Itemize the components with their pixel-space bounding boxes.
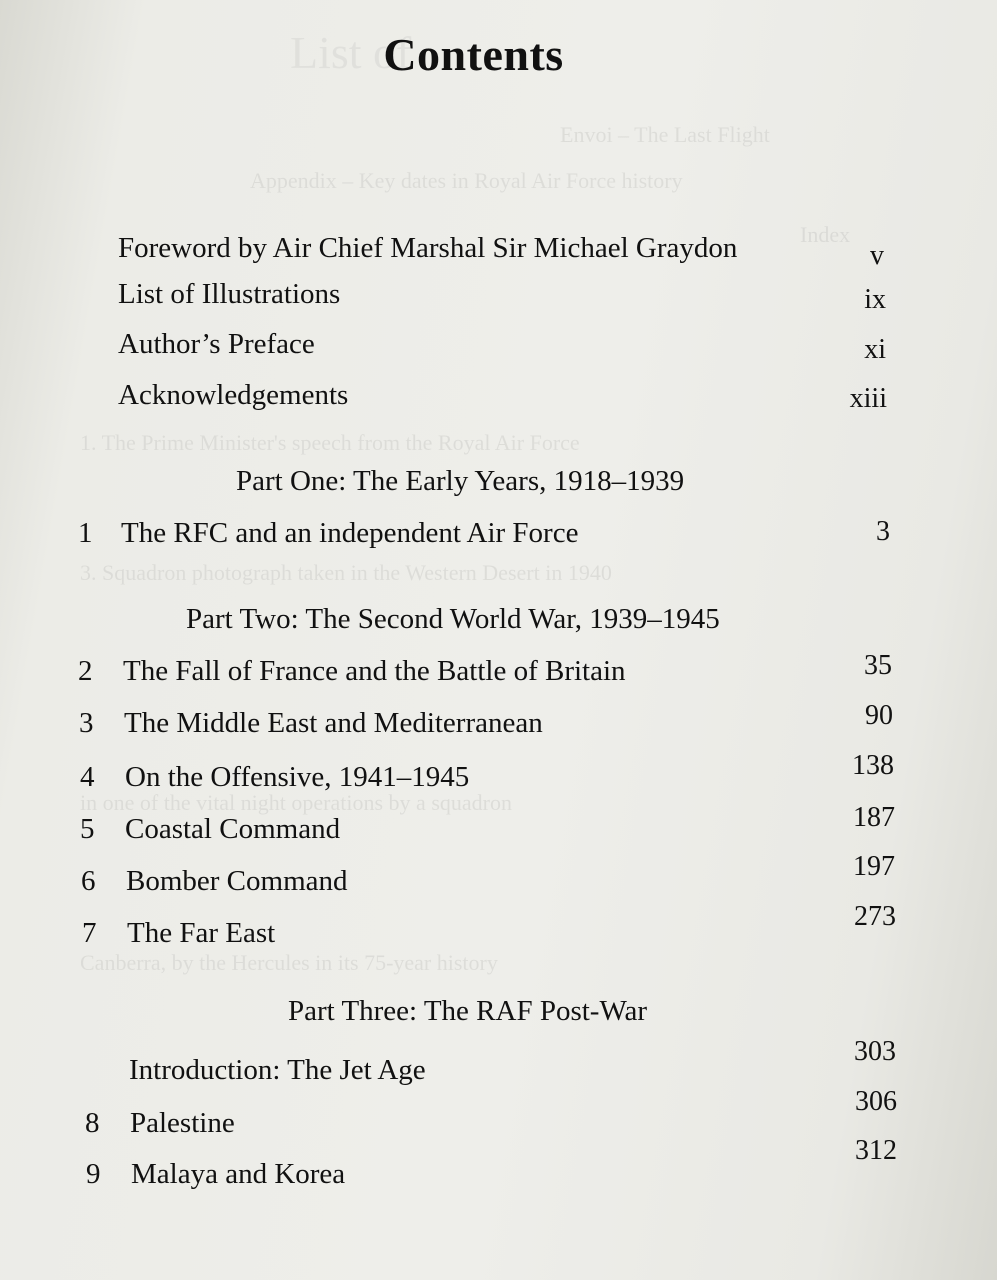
toc-entry-label: Malaya and Korea: [131, 1158, 346, 1190]
toc-entry-label: Foreword by Air Chief Marshal Sir Michael Graydon: [118, 232, 738, 264]
toc-page-number: ix: [864, 284, 886, 315]
chapter-number: 8: [85, 1107, 100, 1139]
toc-entry[interactable]: [78, 517, 798, 557]
toc-entry-label: Palestine: [130, 1107, 235, 1139]
chapter-number: 5: [80, 813, 95, 845]
show-through-text: Appendix – Key dates in Royal Air Force history: [250, 168, 683, 193]
show-through-text: in one of the vital night operations by a squadron: [80, 790, 512, 815]
toc-entry[interactable]: [85, 1107, 805, 1147]
toc-page-number: 35: [864, 650, 892, 681]
toc-entry-label: The Middle East and Mediterranean: [124, 707, 543, 739]
toc-entry-label: Coastal Command: [125, 813, 341, 845]
toc-page-number: 3: [876, 516, 890, 547]
chapter-number: 2: [78, 655, 93, 687]
toc-page-number: xiii: [849, 383, 887, 414]
chapter-number: 4: [80, 761, 95, 793]
part-heading: Part Three: The RAF Post-War: [288, 995, 648, 1027]
show-through-text: Canberra, by the Hercules in its 75-year history: [80, 950, 498, 975]
toc-entry-label: The RFC and an independent Air Force: [121, 517, 579, 549]
toc-entry-label: The Fall of France and the Battle of Britain: [123, 655, 626, 687]
toc-entry[interactable]: [81, 865, 801, 905]
chapter-number: 7: [82, 917, 97, 949]
toc-entry[interactable]: [80, 761, 800, 801]
chapter-number: 6: [81, 865, 96, 897]
toc-entry-label: Bomber Command: [126, 865, 348, 897]
toc-page-number: 306: [855, 1086, 897, 1117]
toc-entry[interactable]: [79, 707, 799, 747]
toc-entry[interactable]: [80, 813, 800, 853]
toc-page-number: 197: [853, 851, 895, 882]
toc-page-number: v: [870, 240, 884, 271]
show-through-text: Envoi – The Last Flight: [560, 122, 770, 147]
show-through-text: Index: [800, 222, 851, 247]
toc-entry[interactable]: [78, 655, 798, 695]
toc-entry[interactable]: [118, 328, 818, 368]
toc-page-number: 138: [852, 750, 894, 781]
show-through-text: 3. Squadron photograph taken in the Western Desert in 1940: [80, 560, 612, 585]
toc-entry[interactable]: [84, 1054, 804, 1094]
chapter-number: 1: [78, 517, 93, 549]
toc-entry[interactable]: [118, 232, 898, 272]
toc-page-number: 273: [854, 901, 896, 932]
page-title: Contents: [383, 29, 564, 80]
toc-page-number: 187: [853, 802, 895, 833]
toc-entry[interactable]: [86, 1158, 806, 1198]
chapter-number: 3: [79, 707, 94, 739]
toc-entry-label: List of Illustrations: [118, 278, 341, 310]
chapter-number: 9: [86, 1158, 101, 1190]
toc-entry-label: Acknowledgements: [118, 379, 349, 411]
toc-entry-label: The Far East: [127, 917, 276, 949]
toc-page-number: 90: [865, 700, 893, 731]
toc-entry[interactable]: [118, 379, 818, 419]
toc-entry-label: On the Offensive, 1941–1945: [125, 761, 470, 793]
toc-page-number: 303: [854, 1036, 896, 1067]
toc-entry[interactable]: [118, 278, 818, 318]
toc-page-number: xi: [864, 334, 886, 365]
show-through-text: List of: [290, 27, 412, 78]
toc-entry-label: Author’s Preface: [118, 328, 315, 360]
toc-page-number: 312: [855, 1135, 897, 1166]
toc-entry[interactable]: [82, 917, 802, 957]
toc-entry-label: Introduction: The Jet Age: [129, 1054, 426, 1086]
part-heading: Part One: The Early Years, 1918–1939: [236, 465, 685, 497]
part-heading: Part Two: The Second World War, 1939–1945: [186, 603, 720, 635]
show-through-text: 1. The Prime Minister's speech from the Royal Air Force: [80, 430, 580, 455]
